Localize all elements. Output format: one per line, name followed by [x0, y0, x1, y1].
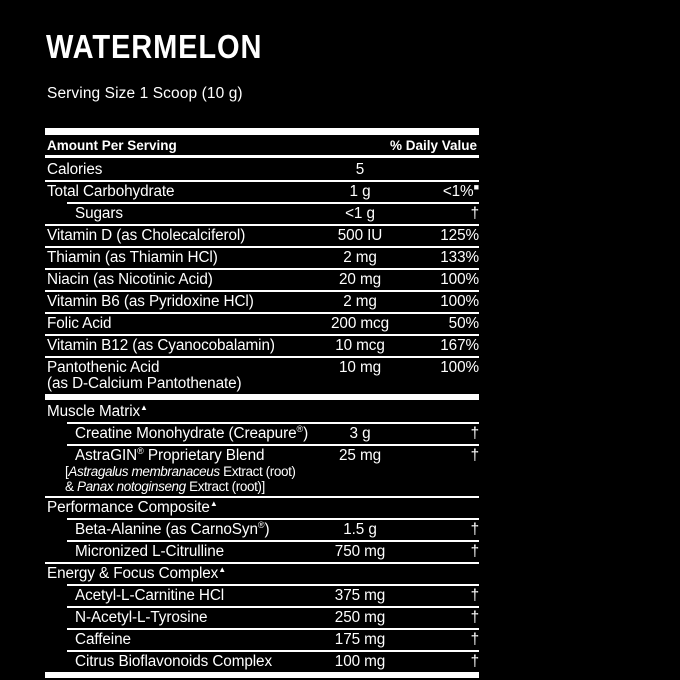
section-title — [45, 404, 479, 420]
text-segment: Vitamin D (as Cholecalciferol) — [47, 227, 246, 244]
amount-cell: 20 mg — [338, 271, 381, 288]
daily-value-cell — [440, 294, 479, 310]
table-body — [45, 158, 479, 678]
text-segment: Citrus Bioflavonoids Complex — [75, 653, 272, 670]
daily-value-text: † — [470, 609, 479, 626]
daily-value-text: 133% — [440, 249, 479, 266]
section-title — [45, 500, 479, 516]
table-row — [45, 540, 479, 562]
table-row — [45, 224, 479, 246]
amount-cell: 10 mg — [338, 359, 381, 376]
table-row — [45, 584, 479, 606]
superscript-mark: ® — [257, 519, 265, 530]
superscript-mark: ® — [137, 445, 144, 456]
text-segment: Total Carbohydrate — [47, 183, 175, 200]
text-segment: Niacin (as Nicotinic Acid) — [47, 271, 213, 288]
table-row — [45, 158, 479, 180]
daily-value-text: † — [470, 425, 479, 442]
daily-value-text: 100% — [440, 271, 479, 288]
amount-cell: 2 mg — [343, 249, 377, 266]
amount-cell: 1 g — [349, 183, 371, 200]
text-segment: Vitamin B12 (as Cyanocobalamin) — [47, 337, 275, 354]
text-segment: Folic Acid — [47, 315, 112, 332]
daily-value-cell — [471, 588, 479, 604]
amount-cell: 375 mg — [334, 587, 386, 604]
table-row — [45, 444, 479, 496]
daily-value-cell — [471, 632, 479, 648]
table-row — [45, 268, 479, 290]
superscript-mark: ▲ — [209, 498, 218, 508]
table-row — [45, 518, 479, 540]
table-row — [45, 202, 479, 224]
top-divider-bar — [45, 128, 479, 135]
flavor-title: WATERMELON — [46, 28, 263, 65]
superscript-mark: ▲ — [140, 402, 148, 412]
serving-size: Serving Size 1 Scoop (10 g) — [47, 85, 243, 102]
dv-footnote-square: ■ — [473, 181, 479, 192]
text-segment: [ — [65, 464, 69, 479]
daily-value-cell — [440, 272, 479, 288]
text-segment: ) — [264, 521, 270, 538]
amount-cell: 10 mcg — [335, 337, 385, 354]
text-segment: ) — [303, 425, 309, 442]
daily-value-text: † — [470, 653, 479, 670]
text-segment: Beta-Alanine (as CarnoSyn — [75, 521, 258, 538]
daily-value-cell — [471, 544, 479, 560]
section-header-row — [45, 496, 479, 518]
daily-value-cell — [471, 448, 479, 464]
amount-cell: 1.5 g — [343, 521, 377, 538]
daily-value-text: 100% — [440, 359, 479, 376]
text-segment: AstraGIN — [75, 447, 138, 464]
text-segment: Astragalus membranaceus — [68, 464, 220, 479]
amount-cell: 750 mg — [334, 543, 386, 560]
daily-value-text: 125% — [440, 227, 479, 244]
daily-value-text: † — [470, 587, 479, 604]
daily-value-text: 50% — [448, 315, 479, 332]
daily-value-header: % Daily Value — [389, 138, 477, 153]
table-row — [45, 180, 479, 202]
daily-value-cell — [471, 610, 479, 626]
daily-value-cell — [471, 522, 479, 538]
table-row — [45, 334, 479, 356]
nutrient-name-line2: (as D-Calcium Pantothenate) — [47, 375, 242, 392]
text-segment: Acetyl-L-Carnitine HCl — [75, 587, 225, 604]
table-row — [45, 606, 479, 628]
daily-value-cell — [440, 250, 479, 266]
amount-cell: 500 IU — [337, 227, 383, 244]
sub-ingredient-line — [45, 479, 479, 494]
daily-value-cell — [440, 360, 479, 376]
amount-cell: 200 mcg — [331, 315, 389, 332]
text-segment: Calories — [47, 161, 103, 178]
text-segment: Vitamin B6 (as Pyridoxine HCl) — [47, 293, 254, 310]
daily-value-cell — [442, 181, 479, 200]
superscript-mark: ▲ — [218, 564, 227, 574]
amount-cell: 250 mg — [334, 609, 386, 626]
daily-value-text: <1% — [442, 183, 474, 200]
section-header-row — [45, 400, 479, 422]
daily-value-text: † — [470, 447, 479, 464]
daily-value-text: † — [470, 205, 479, 222]
section-title — [45, 566, 479, 582]
text-segment: Extract (root) — [219, 464, 296, 479]
table-row — [45, 312, 479, 334]
text-segment: & — [65, 479, 77, 494]
table-row — [45, 246, 479, 268]
text-segment: N-Acetyl-L-Tyrosine — [75, 609, 208, 626]
daily-value-text: † — [470, 543, 479, 560]
daily-value-cell — [449, 316, 479, 332]
text-segment: Energy & Focus Complex — [47, 565, 219, 582]
text-segment: Creatine Monohydrate (Creapure — [75, 425, 297, 442]
text-segment: Micronized L-Citrulline — [75, 543, 225, 560]
table-row — [45, 650, 479, 672]
superscript-mark: ® — [296, 423, 304, 434]
amount-cell: 5 — [355, 161, 365, 178]
amount-cell: 100 mg — [334, 653, 386, 670]
amount-cell: 175 mg — [334, 631, 386, 648]
daily-value-cell — [440, 338, 479, 354]
bottom-divider-bar — [45, 672, 479, 678]
text-segment: Proprietary Blend — [143, 447, 265, 464]
section-header-row — [45, 562, 479, 584]
daily-value-text: † — [470, 521, 479, 538]
table-row — [45, 422, 479, 444]
text-segment: Sugars — [75, 205, 123, 222]
daily-value-cell — [471, 426, 479, 442]
text-segment: Extract (root)] — [185, 479, 265, 494]
table-row — [45, 290, 479, 312]
amount-cell: 2 mg — [343, 293, 377, 310]
daily-value-text: 100% — [440, 293, 479, 310]
text-segment: Panax notoginseng — [76, 479, 186, 494]
text-segment: Pantothenic Acid — [47, 359, 160, 376]
table-row — [45, 628, 479, 650]
sub-ingredient-line — [45, 464, 479, 479]
amount-cell: 25 mg — [338, 447, 381, 464]
daily-value-cell — [471, 206, 479, 222]
daily-value-cell — [471, 654, 479, 670]
daily-value-text: 167% — [440, 337, 479, 354]
supplement-facts-panel — [45, 128, 479, 678]
amount-cell: 3 g — [349, 425, 371, 442]
text-segment: Muscle Matrix — [47, 403, 141, 420]
daily-value-text: † — [470, 631, 479, 648]
amount-per-serving-header: Amount Per Serving — [47, 138, 177, 153]
text-segment: Performance Composite — [47, 499, 210, 516]
amount-cell: <1 g — [345, 205, 375, 222]
text-segment: Thiamin (as Thiamin HCl) — [47, 249, 218, 266]
daily-value-cell — [440, 228, 479, 244]
text-segment: Caffeine — [75, 631, 131, 648]
table-row — [45, 356, 479, 394]
table-header-row — [45, 135, 479, 158]
